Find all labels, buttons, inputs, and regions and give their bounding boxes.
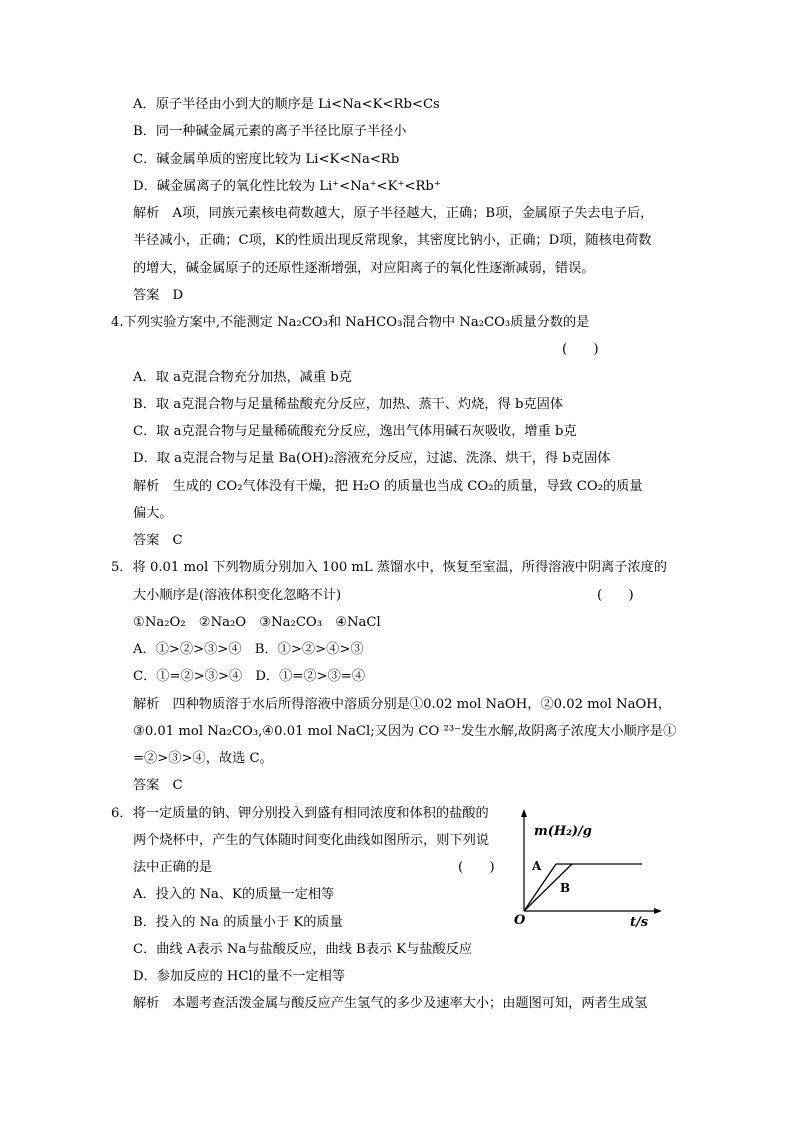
text-line: D．碱金属离子的氧化性比较为 Li⁺<Na⁺<K⁺<Rb⁺ [133, 179, 441, 194]
text-line: C．碱金属单质的密度比较为 Li<K<Na<Rb [133, 152, 400, 167]
text-line: 解析 本题考查活泼金属与酸反应产生氢气的多少及速率大小；由题图可知，两者生成氢 [133, 996, 648, 1011]
origin-label: O [514, 913, 526, 928]
text-line: A．原子半径由小到大的顺序是 Li<Na<K<Rb<Cs [133, 97, 440, 112]
text-line: 6．将一定质量的钠、钾分别投入到盛有相同浓度和体积的盐酸的 [111, 806, 489, 821]
h2-mass-time-graph [512, 808, 662, 928]
text-line: 两个烧杯中，产生的气体随时间变化曲线如图所示，则下列说 [133, 833, 490, 848]
text-line: 的增大，碱金属原子的还原性逐渐增强，对应阳离子的氧化性逐渐减弱，错误。 [133, 261, 595, 276]
text-line: B．同一种碱金属元素的离子半径比原子半径小 [133, 124, 407, 139]
text-line: A．①>②>③>④ B．①>②>④>③ [133, 642, 364, 657]
text-line: B．投入的 Na 的质量小于 K的质量 [133, 915, 343, 930]
text-line: 大小顺序是(溶液体积变化忽略不计) [133, 588, 342, 603]
text-line: 偏大。 [133, 506, 173, 521]
text-line: C．曲线 A表示 Na与盐酸反应，曲线 B表示 K与盐酸反应 [133, 942, 473, 957]
text-line: A．取 a克混合物充分加热，减重 b克 [133, 370, 352, 385]
text-line: C．取 a克混合物与足量稀硫酸充分反应，逸出气体用碱石灰吸收，增重 b克 [133, 424, 577, 439]
text-line: B．取 a克混合物与足量稀盐酸充分反应，加热、蒸干、灼烧，得 b克固体 [133, 397, 564, 412]
text-line: 半径减小，正确；C项，K的性质出现反常现象，其密度比钠小，正确；D项，随核电荷数 [133, 233, 652, 248]
y-axis-arrow [521, 809, 527, 817]
text-line: 5．将 0.01 mol 下列物质分别加入 100 mL 蒸馏水中，恢复至室温，所得溶液中阴离子浓度的 [111, 560, 667, 575]
x-axis-label: t/s [630, 915, 649, 928]
text-line: C．①=②>③>④ D．①=②>③=④ [133, 669, 366, 684]
text-line: 4.下列实验方案中,不能测定 Na₂CO₃和 NaHCO₃混合物中 Na₂CO₃质量分数的是 [111, 315, 590, 330]
text-line: ( ) [562, 342, 599, 357]
text-line: =②>③>④，故选 C。 [133, 751, 273, 766]
text-line: 解析 生成的 CO₂气体没有干燥，把 H₂O 的质量也当成 CO₂的质量，导致 CO₂的质量 [133, 479, 643, 494]
text-line: 解析 四种物质溶于水后所得溶液中溶质分别是①0.02 mol NaOH，②0.02 mol NaOH， [133, 697, 671, 712]
text-line: 解析 A项，同族元素核电荷数越大，原子半径越大，正确；B项，金属原子失去电子后， [133, 206, 654, 221]
x-axis-arrow [654, 908, 662, 914]
text-line: A．投入的 Na、K的质量一定相等 [133, 887, 335, 902]
text-line: 法中正确的是 [133, 860, 213, 875]
text-line: 答案 C [133, 778, 183, 793]
y-axis-label: m(H₂)/g [534, 824, 592, 839]
text-line: ( ) [458, 860, 495, 875]
text-line: D．参加反应的 HCl的量不一定相等 [133, 969, 346, 984]
text-line: 答案 C [133, 533, 183, 548]
curve-b-label: B [560, 881, 571, 895]
text-line: ③0.01 mol Na₂CO₃,④0.01 mol NaCl;又因为 CO ²³⁻发生水解,故阴离子浓度大小顺序是① [133, 724, 677, 739]
text-line: 答案 D [133, 288, 184, 303]
curve-a-label: A [532, 859, 542, 873]
text-line: ①Na₂O₂ ②Na₂O ③Na₂CO₃ ④NaCl [133, 615, 381, 630]
text-line: D．取 a克混合物与足量 Ba(OH)₂溶液充分反应，过滤、洗涤、烘干，得 b克固体 [133, 451, 611, 466]
text-line: ( ) [597, 588, 634, 603]
